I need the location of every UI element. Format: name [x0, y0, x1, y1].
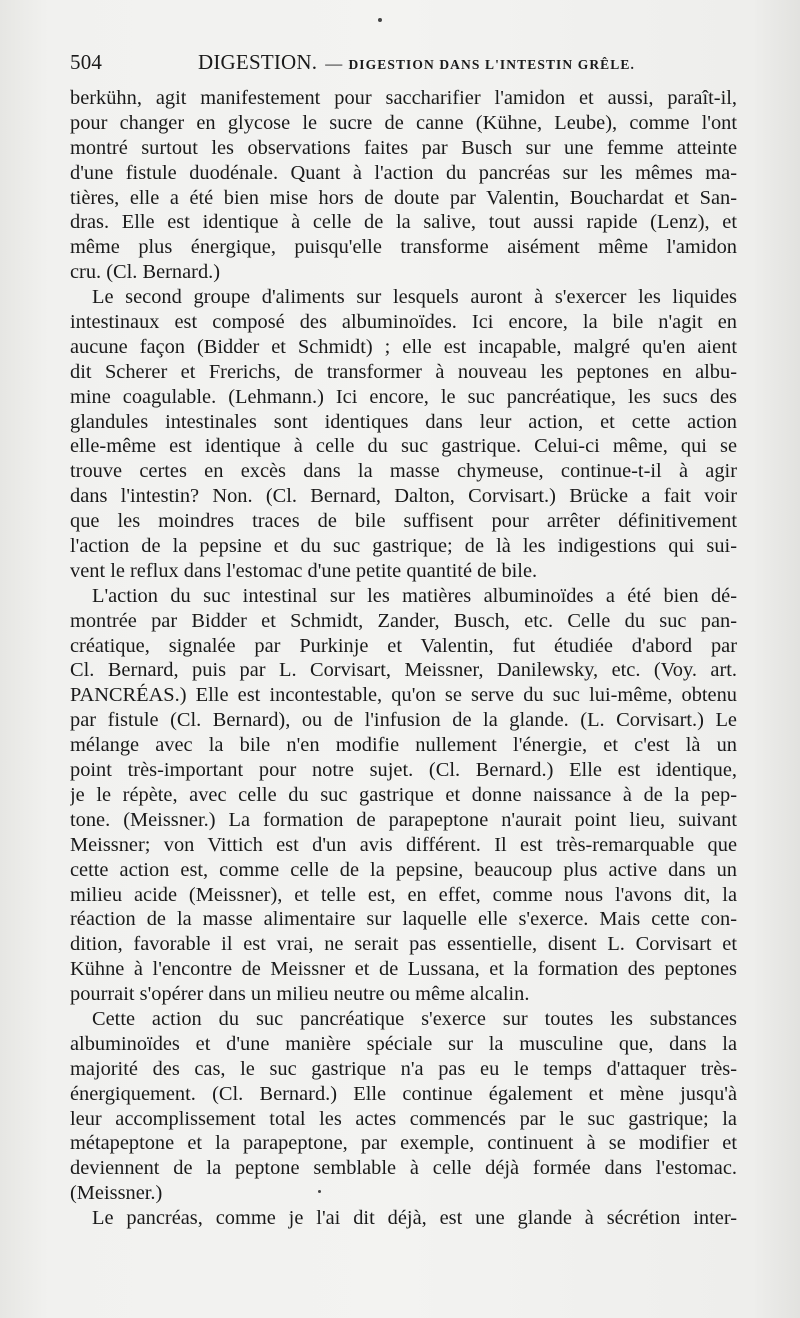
text-line: (Meissner.) — [70, 1182, 163, 1205]
body-text — [70, 86, 737, 1231]
text-line: elle-même est identique à celle du suc gastrique. Celui-ci même, qui se — [70, 435, 737, 458]
text-line: L'action du suc intestinal sur les matières albuminoïdes a été bien dé- — [92, 584, 737, 607]
text-line: milieu acide (Meissner), et telle est, en effet, comme nous l'avons dit, la — [70, 883, 737, 906]
text-line: deviennent de la peptone semblable à celle déjà formée dans l'estomac. — [70, 1157, 737, 1180]
text-line: réaction de la masse alimentaire sur laquelle elle s'exerce. Mais cette con- — [70, 908, 737, 931]
text-line: même plus énergique, puisqu'elle transforme aisément même l'amidon — [70, 236, 737, 259]
text-line: dans l'intestin? Non. (Cl. Bernard, Dalton, Corvisart.) Brücke a fait voir — [70, 485, 737, 508]
text-line: glandules intestinales sont identiques dans leur action, et cette action — [70, 410, 737, 433]
text-line: que les moindres traces de bile suffisent pour arrêter définitivement — [70, 510, 737, 533]
text-line: Kühne à l'encontre de Meissner et de Lussana, et la formation des peptones — [70, 958, 737, 981]
text-line: l'action de la pepsine et du suc gastrique; de là les indigestions qui sui- — [70, 535, 737, 558]
text-line: montrée par Bidder et Schmidt, Zander, Busch, etc. Celle du suc pan- — [70, 609, 737, 632]
text-line: cru. (Cl. Bernard.) — [70, 261, 221, 284]
running-title-separator: — — [325, 54, 343, 73]
text-line: intestinaux est composé des albuminoïdes. Ici encore, la bile n'agit en — [70, 311, 737, 334]
text-line: mélange avec la bile n'en modifie nullement l'énergie, et c'est là un — [70, 734, 737, 757]
text-line: albuminoïdes et d'une manière spéciale sur la musculine que, dans la — [70, 1032, 737, 1055]
text-line: Meissner; von Vittich est d'un avis différent. Il est très-remarquable que — [70, 833, 737, 856]
running-title-main: DIGESTION. — [198, 50, 318, 74]
text-line: leur accomplissement total les actes commencés par le suc gastrique; la — [70, 1107, 737, 1130]
page-number: 504 — [70, 50, 103, 74]
text-line: majorité des cas, le suc gastrique n'a pas eu le temps d'attaquer très- — [70, 1057, 737, 1080]
ink-speck — [378, 18, 382, 22]
text-line: montré surtout les observations faites par Busch sur une femme atteinte — [70, 136, 737, 159]
text-line: berkühn, agit manifestement pour saccharifier l'amidon et aussi, paraît-il, — [70, 87, 737, 109]
text-line: tières, elle a été bien mise hors de doute par Valentin, Bouchardat et San- — [70, 186, 737, 209]
text-line: je le répète, avec celle du suc gastrique et donne naissance à de la pep- — [70, 783, 737, 806]
text-line: Cl. Bernard, puis par L. Corvisart, Meissner, Danilewsky, etc. (Voy. art. — [70, 659, 737, 682]
text-line: d'une fistule duodénale. Quant à l'action du pancréas sur les mêmes ma- — [70, 161, 737, 184]
text-line: dition, favorable il est vrai, ne serait pas essentielle, disent L. Corvisart et — [70, 933, 737, 956]
text-line: créatique, signalée par Purkinje et Valentin, fut étudiée d'abord par — [70, 634, 737, 657]
text-line: cette action est, comme celle de la pepsine, beaucoup plus active dans un — [70, 858, 737, 881]
text-line: PANCRÉAS.) Elle est incontestable, qu'on se serve du suc lui-même, obtenu — [70, 684, 737, 707]
text-line: dit Scherer et Frerichs, de transformer à nouveau les peptones en albu- — [70, 360, 737, 383]
running-title — [198, 50, 635, 75]
text-line: Le second groupe d'aliments sur lesquels auront à s'exercer les liquides — [92, 286, 737, 309]
text-line: énergiquement. (Cl. Bernard.) Elle continue également et mène jusqu'à — [70, 1082, 737, 1105]
text-line: pour changer en glycose le sucre de canne (Kühne, Leube), comme l'ont — [70, 111, 737, 134]
text-line: dras. Elle est identique à celle de la salive, tout aussi rapide (Lenz), et — [70, 211, 737, 234]
text-line: point très-important pour notre sujet. (Cl. Bernard.) Elle est identique, — [70, 759, 737, 782]
text-line: Le pancréas, comme je l'ai dit déjà, est une glande à sécrétion inter- — [92, 1207, 737, 1230]
running-title-subtitle: DIGESTION DANS L'INTESTIN GRÊLE. — [348, 57, 635, 72]
text-line: pourrait s'opérer dans un milieu neutre ou même alcalin. — [70, 983, 530, 1006]
text-line: Cette action du suc pancréatique s'exerce sur toutes les substances — [92, 1007, 737, 1030]
text-line: aucune façon (Bidder et Schmidt) ; elle est incapable, malgré qu'en aient — [70, 335, 737, 358]
text-line: tone. (Meissner.) La formation de parapeptone n'aurait point lieu, suivant — [70, 808, 737, 831]
text-line: mine coagulable. (Lehmann.) Ici encore, le suc pancréatique, les sucs des — [70, 385, 737, 408]
running-header — [70, 50, 740, 76]
text-line: métapeptone et la parapeptone, par exemple, continuent à se modifier et — [70, 1132, 737, 1155]
text-line: par fistule (Cl. Bernard), ou de l'infusion de la glande. (L. Corvisart.) Le — [70, 709, 737, 732]
text-line: vent le reflux dans l'estomac d'une petite quantité de bile. — [70, 559, 538, 582]
text-line: trouve certes en excès dans la masse chymeuse, continue-t-il à agir — [70, 460, 737, 483]
